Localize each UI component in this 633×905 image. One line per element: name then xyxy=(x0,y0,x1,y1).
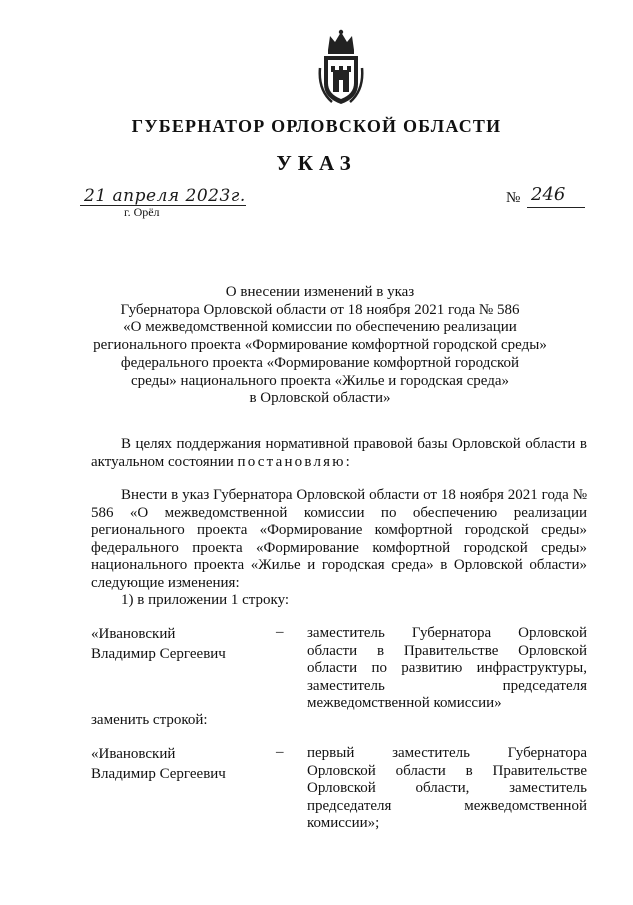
coat-of-arms-emblem xyxy=(318,28,364,106)
old-row-position: заместитель Губернатора Орловской области в Правительстве Орловской области по развитию инфраструктуры, заместитель председателя межведомственной комиссии» xyxy=(307,625,587,711)
old-row-surname: «Ивановский xyxy=(91,626,176,642)
title-line: федерального проекта «Формирование комфортной городской xyxy=(120,354,520,371)
new-row-surname: «Ивановский xyxy=(91,746,176,762)
number-label: № xyxy=(506,190,521,206)
preamble-paragraph xyxy=(91,436,587,471)
old-row-given-names: Владимир Сергеевич xyxy=(91,646,226,662)
new-row-dash: – xyxy=(276,744,284,760)
title-line: О внесении изменений в указ xyxy=(225,284,415,300)
new-row-name xyxy=(91,744,226,784)
main-clause: Внести в указ Губернатора Орловской области от 18 ноября 2021 года № 586 «О межведомственной комиссии по обеспечению реализации регионального проекта «Формирование комфортной городской среды» федерального проекта «Формирование комфортной городской среды» национального проекта «Жилье и городская среда» в Орловской области» следующие изменения: xyxy=(91,487,587,591)
title-line: «О межведомственной комиссии по обеспечению реализации xyxy=(123,319,517,336)
preamble-text: В целях поддержания нормативной правовой базы Орловской области в актуальном состоянии xyxy=(91,436,587,470)
decree-title xyxy=(80,284,560,408)
item-1: 1) в приложении 1 строку: xyxy=(121,592,290,608)
governor-title: ГУБЕРНАТОР ОРЛОВСКОЙ ОБЛАСТИ xyxy=(131,116,502,136)
old-row-dash: – xyxy=(276,624,284,640)
new-row-position: первый заместитель Губернатора Орловской области в Правительстве Орловской области, заместитель председателя межведомственной комиссии»; xyxy=(307,745,587,831)
number-underline xyxy=(527,207,585,208)
decree-word: постановляю: xyxy=(237,453,353,470)
document-type: УКАЗ xyxy=(276,151,357,175)
old-row-name xyxy=(91,624,226,664)
title-line: среды» национального проекта «Жилье и городская среда» xyxy=(130,372,509,389)
replace-with-label: заменить строкой: xyxy=(91,712,208,728)
handwritten-date: 21 апреля 2023г. xyxy=(84,186,246,206)
handwritten-number: 246 xyxy=(531,184,566,205)
new-row-given-names: Владимир Сергеевич xyxy=(91,766,226,782)
title-line: регионального проекта «Формирование комфортной городской среды» xyxy=(93,337,547,354)
city-label: г. Орёл xyxy=(124,205,160,219)
title-line: в Орловской области» xyxy=(249,390,391,407)
title-line: Губернатора Орловской области от 18 ноября 2021 года № 586 xyxy=(120,301,520,318)
date-underline xyxy=(80,205,246,206)
